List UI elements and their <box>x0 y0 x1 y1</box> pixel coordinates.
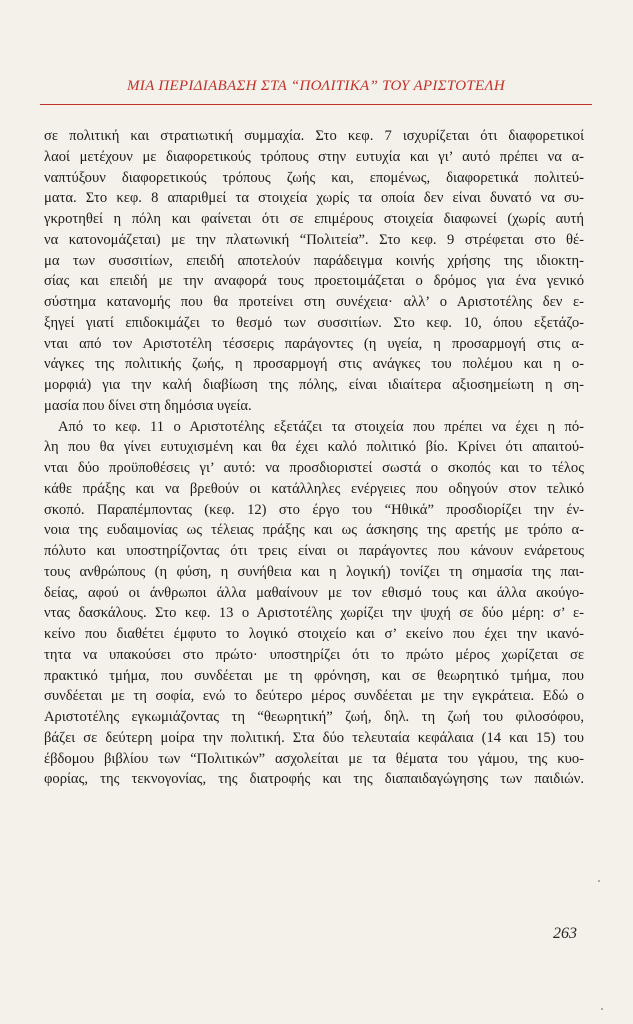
text-line: ξηγεί γιατί επιδοκιμάζει το θεσμό των συσσιτίων. Στο κεφ. 10, όπου εξετάζο- <box>44 314 584 331</box>
text-line: Αριστοτέλης εγκωμιάζοντας τη “θεωρητική” ζωή, δηλ. τη ζωή του φιλοσόφου, <box>44 709 584 725</box>
text-line: νται δύο προϋποθέσεις γι’ αυτό: να προσδιοριστεί σωστά ο σκοπός και το τέλος <box>44 460 584 476</box>
text-line: έβδομου βιβλίου των “Πολιτικών” ασχολείται με τα θέματα του γάμου, της κυο- <box>44 750 584 767</box>
text-line: πόλυτο και υποστηρίζοντας ότι τρεις είναι οι παράγοντες που κάνουν ενάρετους <box>44 543 584 559</box>
scan-speck <box>601 1008 603 1010</box>
text-line: μασία που δίνει στη δημόσια υγεία. <box>44 397 252 414</box>
text-line: πρακτικό τμήμα, που συνδέεται με τη φρόνηση, και σε θεωρητικό τμήμα, που <box>44 667 584 684</box>
text-line: τητα να υπακούσει στο πρώτο· υποστηρίζει ότι το πρώτο μέρος χωρίζεται σε <box>44 646 584 663</box>
text-line: μα των συσσιτίων, επειδή αποτελούν παράδειγμα κοινής χρήσης της ιδιοκτη- <box>44 252 584 269</box>
text-line: τους ανθρώπους (η φύση, η συνήθεια και η λογική) τονίζει τη σημασία της παι- <box>44 563 584 580</box>
body-text <box>44 126 584 790</box>
scan-speck <box>598 880 600 882</box>
text-line: συνδέεται με τη σοφία, ενώ το δεύτερο μέρος συνδέεται με την εγκράτεια. Εδώ ο <box>44 688 584 705</box>
text-line: σίας και επειδή με την αναφορά τους προετοιμάζεται ο δρόμος για ένα γενικό <box>44 273 584 290</box>
text-line: μορφιά) για την καλή διαβίωση της πόλης, είναι ιδιαίτερα αξιοσημείωτη η ση- <box>44 377 584 393</box>
text-line: λαοί μετέχουν με διαφορετικούς τρόπους στην ευτυχία και γι’ αυτό πρέπει να α- <box>44 148 584 165</box>
paragraph-2 <box>44 417 584 791</box>
text-line: κείνο που διαθέτει έμφυτο το λογικό στοιχείο και σ’ εκείνο που έχει την ικανό- <box>44 626 584 642</box>
text-line: φορίας, της τεκνογονίας, της διατροφής και της διαπαιδαγώγησης των παιδιών. <box>44 771 584 788</box>
text-line: σε πολιτική και στρατιωτική συμμαχία. Στο κεφ. 7 ισχυρίζεται ότι διαφορετικοί <box>44 128 584 144</box>
text-line: να κατονομάζεται) με την πλατωνική “Πολιτεία”. Στο κεφ. 9 στρέφεται στο θέ- <box>44 231 584 248</box>
paragraph-1 <box>44 126 584 417</box>
text-line: γκροτηθεί η πόλη και φαίνεται ότι σε επιμέρους στοιχεία διαφωνεί (χωρίς αυτή <box>44 211 584 227</box>
text-line: νάγκες της πολιτικής ζωής, η προσαρμογή στις ανάγκες του πολέμου και η ο- <box>44 356 584 373</box>
text-line: νται από τον Αριστοτέλη τέσσερις παράγοντες (η υγεία, η προσαρμογή στις α- <box>44 335 584 352</box>
header-rule <box>40 104 592 105</box>
text-line: ντας δασκάλους. Στο κεφ. 13 ο Αριστοτέλης χωρίζει την ψυχή σε δύο μέρη: σ’ ε- <box>44 605 584 622</box>
text-line: σκοπό. Παραπέμποντας (κεφ. 12) στο έργο του “Ηθικά” προσδιορίζει την έν- <box>44 501 584 518</box>
text-line: λη που θα γίνει ευτυχισμένη και θα έχει καλό πολιτικό βίο. Κρίνει ότι απαιτού- <box>44 439 584 456</box>
page-number: 263 <box>553 925 577 942</box>
text-line: νοια της ευδαιμονίας ως τέλειας πράξης και ως άσκησης της αρετής με τρόπο α- <box>44 522 584 539</box>
text-line: κάθε πράξης και να βρεθούν οι κατάλληλες ενέργειες που οδηγούν στον τελικό <box>44 480 584 497</box>
running-head: ΜΙΑ ΠΕΡΙΔΙΑΒΑΣΗ ΣΤΑ “ΠΟΛΙΤΙΚΑ” ΤΟΥ ΑΡΙΣΤΟΤΕΛΗ <box>127 78 505 94</box>
text-line: ματα. Στο κεφ. 8 απαριθμεί τα στοιχεία χωρίς τα οποία δεν είναι δυνατό να συ- <box>44 190 584 207</box>
text-line: δείας, αφού οι άνθρωποι άλλα μαθαίνουν με τον εθισμό τους και άλλα ακούγο- <box>44 584 584 601</box>
text-line: βάζει σε δεύτερη μοίρα την πολιτική. Στα δύο τελευταία κεφάλαια (14 και 15) του <box>44 729 584 746</box>
text-line: ναπτύξουν διαφορετικούς τρόπους ζωής και, επομένως, διαφορετικά πολιτεύ- <box>44 169 584 186</box>
text-line: Από το κεφ. 11 ο Αριστοτέλης εξετάζει τα στοιχεία που πρέπει να έχει η πό- <box>58 418 584 435</box>
text-line: σύστημα κατανομής που θα προτείνει στη συνέχεια· αλλ’ ο Αριστοτέλης δεν ε- <box>44 294 584 310</box>
